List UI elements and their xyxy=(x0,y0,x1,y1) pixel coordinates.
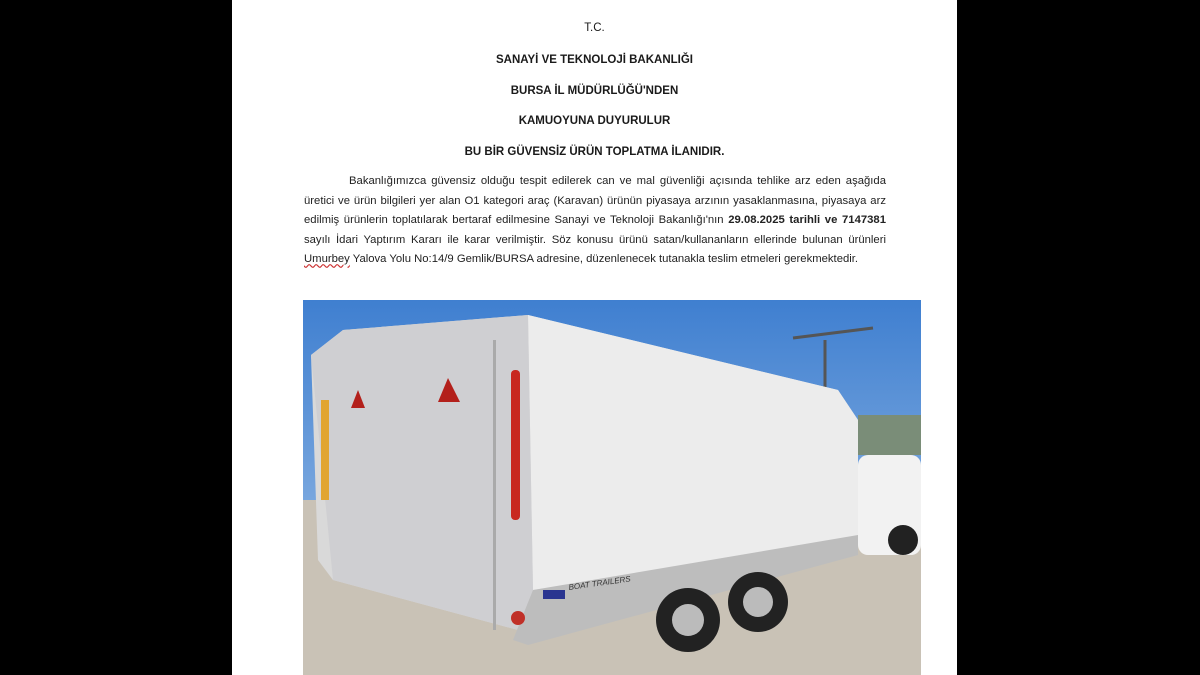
header-ministry: SANAYİ VE TEKNOLOJİ BAKANLIĞI xyxy=(495,54,694,66)
header-announcement: KAMUOYUNA DUYURULUR xyxy=(518,115,671,127)
header-tc: T.C. xyxy=(584,22,605,34)
decision-date-number: 29.08.2025 tarihli ve 7147381 xyxy=(728,214,886,227)
trailer-photo xyxy=(303,300,921,675)
header-directorate: BURSA İL MÜDÜRLÜĞÜ'NDEN xyxy=(510,85,679,97)
header-recall-notice: BU BİR GÜVENSİZ ÜRÜN TOPLATMA İLANIDIR. xyxy=(464,146,725,158)
notice-body xyxy=(304,172,886,270)
body-text-3: Yalova Yolu No:14/9 Gemlik/BURSA adresine, düzenlenecek tutanakla teslim etmeleri gerekmektedir. xyxy=(349,253,859,266)
trailer-brand-label: BOAT TRAILERS xyxy=(568,574,632,592)
document-page xyxy=(232,0,957,675)
body-text-2: sayılı İdari Yaptırım Kararı ile karar verilmiştir. Söz konusu ürünü satan/kullananların ellerinde bulunan ürünleri xyxy=(304,233,886,246)
body-text-1: Bakanlığımızca güvensiz olduğu tespit edilerek can ve mal güvenliği açısında tehlike arz eden aşağıda üretici ve ürün bilgileri yer alan O1 kategori araç (Karavan) ürünün piyasaya arzının yasaklanmasına, piyasaya arz edilmiş ürünlerin toplatılarak bertaraf edilmesine Sanayi ve Teknoloji Bakanlığı'nın xyxy=(304,175,886,227)
address-underlined: Umurbey xyxy=(304,253,350,266)
